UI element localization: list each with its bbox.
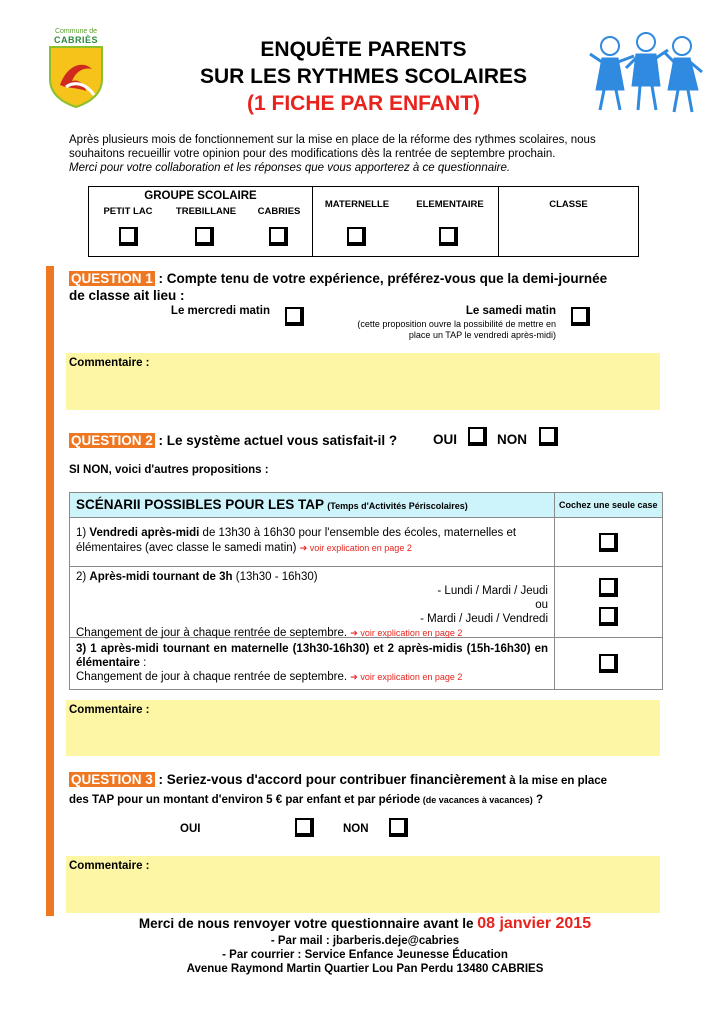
school-cabries-checkbox[interactable] bbox=[269, 227, 288, 246]
q2-non-label: NON bbox=[497, 432, 527, 447]
intro-line3: Merci pour votre collaboration et les réponses que vous apporterez à ce questionnaire. bbox=[69, 162, 511, 174]
footer-date: 08 janvier 2015 bbox=[477, 915, 592, 932]
question-3-tag: QUESTION 3 bbox=[71, 772, 153, 787]
scenario-1-checkbox[interactable] bbox=[599, 533, 618, 552]
comment-label-2: Commentaire : bbox=[69, 704, 150, 716]
question-3-text2: des TAP pour un montant d'environ 5 € par enfant et par période bbox=[69, 794, 421, 806]
scenario-3-cell bbox=[70, 638, 555, 689]
question-1-tag: QUESTION 1 bbox=[71, 271, 153, 286]
orange-sidebar bbox=[46, 266, 54, 916]
table-row bbox=[70, 637, 662, 689]
question-2-tag: QUESTION 2 bbox=[71, 433, 153, 448]
question-3 bbox=[69, 771, 664, 809]
scenario-2-option-2: - Mardi / Jeudi / Vendredi bbox=[420, 613, 548, 625]
scenario-2-cell bbox=[70, 567, 555, 637]
scenario-1-bold: Vendredi après-midi bbox=[89, 527, 200, 539]
footer-courrier: - Par courrier : Service Enfance Jeunesse Éducation bbox=[222, 949, 508, 961]
intro-line1: Après plusieurs mois de fonctionnement sur la mise en place de la réforme des rythmes scolaires, nous bbox=[69, 134, 596, 146]
logo-caption-1: Commune de bbox=[54, 28, 98, 35]
group-heading: GROUPE SCOLAIRE bbox=[144, 190, 257, 202]
table-header-sub: (Temps d'Activités Périscolaires) bbox=[327, 501, 468, 511]
scenarios-table bbox=[69, 492, 663, 690]
scenario-2-link[interactable]: ➔ voir explication en page 2 bbox=[350, 628, 463, 638]
comment-box-2[interactable] bbox=[66, 700, 660, 756]
scenario-1-text: de 13h30 à 16h30 pour l'ensemble des écoles, maternelles et élémentaires (avec classe le samedi matin) bbox=[76, 527, 517, 554]
intro-text bbox=[69, 133, 659, 175]
scenario-2a-checkbox[interactable] bbox=[599, 578, 618, 597]
scenario-3-check-cell bbox=[555, 638, 662, 689]
scenario-2b-checkbox[interactable] bbox=[599, 607, 618, 626]
scenario-2-num: 2) bbox=[76, 571, 90, 583]
table-header-cell bbox=[70, 493, 555, 517]
q1-option-mercredi-label: Le mercredi matin bbox=[170, 305, 270, 317]
level-elementaire-checkbox[interactable] bbox=[439, 227, 458, 246]
scenario-3-link[interactable]: ➔ voir explication en page 2 bbox=[350, 672, 463, 682]
comment-label-1: Commentaire : bbox=[69, 357, 150, 369]
q3-oui-label: OUI bbox=[180, 823, 201, 835]
school-petit-lac-checkbox[interactable] bbox=[119, 227, 138, 246]
scenario-3-colon: : bbox=[139, 657, 147, 669]
q3-non-label: NON bbox=[343, 823, 369, 835]
question-1-text2: de classe ait lieu : bbox=[69, 288, 185, 303]
school-cabries-label: CABRIES bbox=[257, 206, 301, 217]
commune-logo bbox=[46, 28, 106, 114]
question-3-text: : Seriez-vous d'accord pour contribuer financièrement bbox=[154, 772, 507, 787]
intro-line2: souhaitons recueillir votre opinion pour des modifications dès la rentrée de septembre prochain. bbox=[69, 148, 556, 160]
page-subtitle: (1 FICHE PAR ENFANT) bbox=[247, 92, 480, 115]
school-petit-lac-label: PETIT LAC bbox=[103, 206, 153, 217]
level-elementaire-label: ELEMENTAIRE bbox=[416, 199, 484, 210]
scenario-1-link[interactable]: ➔ voir explication en page 2 bbox=[299, 543, 412, 553]
table-header-row bbox=[70, 493, 662, 517]
scenario-3-bold: 3) 1 après-midi tournant en maternelle (13h30-16h30) et 2 après-midis (15h-16h30) en élémentaire bbox=[76, 643, 548, 669]
q1-samedi-checkbox[interactable] bbox=[571, 307, 590, 326]
q2-si-non: SI NON, voici d'autres propositions : bbox=[69, 464, 269, 476]
page-title-line1: ENQUÊTE PARENTS bbox=[260, 38, 467, 61]
question-3-mark: ? bbox=[532, 794, 544, 806]
table-row bbox=[70, 566, 662, 637]
question-2 bbox=[69, 432, 664, 449]
footer-address: Avenue Raymond Martin Quartier Lou Pan Perdu 13480 CABRIES bbox=[186, 963, 544, 975]
table-col2-label: Cochez une seule case bbox=[559, 500, 658, 510]
shield-icon bbox=[46, 45, 106, 109]
footer-deadline bbox=[60, 915, 670, 933]
question-3-text-small: à la mise en place bbox=[506, 775, 608, 787]
school-trebillane-label: TREBILLANE bbox=[175, 206, 237, 217]
comment-box-3[interactable] bbox=[66, 856, 660, 913]
level-maternelle-label: MATERNELLE bbox=[324, 199, 390, 210]
scenario-1-num: 1) bbox=[76, 527, 90, 539]
logo-caption-2: CABRIÈS bbox=[53, 35, 98, 45]
scenario-1-check-cell bbox=[555, 518, 662, 566]
page-title-line2: SUR LES RYTHMES SCOLAIRES bbox=[199, 65, 528, 88]
scenario-2-text: (13h30 - 16h30) bbox=[232, 571, 318, 583]
question-3-text2-small: (de vacances à vacances) bbox=[420, 795, 533, 805]
q2-non-checkbox[interactable] bbox=[539, 427, 558, 446]
table-header-title: SCÉNARII POSSIBLES POUR LES TAP bbox=[76, 497, 325, 512]
scenario-2-bold: Après-midi tournant de 3h bbox=[89, 571, 233, 583]
scenario-2-ou: ou bbox=[535, 599, 548, 611]
footer-mail[interactable]: - Par mail : jbarberis.deje@cabries bbox=[270, 935, 460, 947]
scenario-3-checkbox[interactable] bbox=[599, 654, 618, 673]
classe-label: CLASSE bbox=[549, 199, 588, 210]
school-group-box bbox=[88, 186, 639, 257]
comment-box-1[interactable] bbox=[66, 353, 660, 410]
q3-non-checkbox[interactable] bbox=[389, 818, 408, 837]
scenario-2-change: Changement de jour à chaque rentrée de septembre. bbox=[76, 627, 348, 639]
question-1 bbox=[69, 270, 664, 304]
table-header-col2 bbox=[555, 493, 662, 517]
question-1-text: : Compte tenu de votre expérience, préférez-vous que la demi-journée bbox=[154, 271, 608, 286]
level-maternelle-checkbox[interactable] bbox=[347, 227, 366, 246]
q1-samedi-note-1: (cette proposition ouvre la possibilité de mettre en bbox=[357, 319, 556, 329]
comment-label-3: Commentaire : bbox=[69, 860, 150, 872]
q1-samedi-note-2: place un TAP le vendredi après-midi) bbox=[408, 330, 556, 340]
school-trebillane-checkbox[interactable] bbox=[195, 227, 214, 246]
table-row bbox=[70, 517, 662, 566]
footer-line1: Merci de nous renvoyer votre questionnaire avant le bbox=[138, 916, 478, 931]
q1-mercredi-checkbox[interactable] bbox=[285, 307, 304, 326]
children-illustration bbox=[588, 28, 706, 118]
scenario-2-check-cell bbox=[555, 567, 662, 637]
scenario-1-cell bbox=[70, 518, 555, 566]
q3-oui-checkbox[interactable] bbox=[295, 818, 314, 837]
scenario-2-option-1: - Lundi / Mardi / Jeudi bbox=[437, 585, 548, 597]
q2-oui-checkbox[interactable] bbox=[468, 427, 487, 446]
q2-oui-label: OUI bbox=[433, 432, 458, 447]
scenario-3-change: Changement de jour à chaque rentrée de septembre. bbox=[76, 671, 348, 683]
q1-option-samedi-label: Le samedi matin bbox=[465, 305, 556, 317]
question-2-text: : Le système actuel vous satisfait-il ? bbox=[154, 433, 398, 448]
